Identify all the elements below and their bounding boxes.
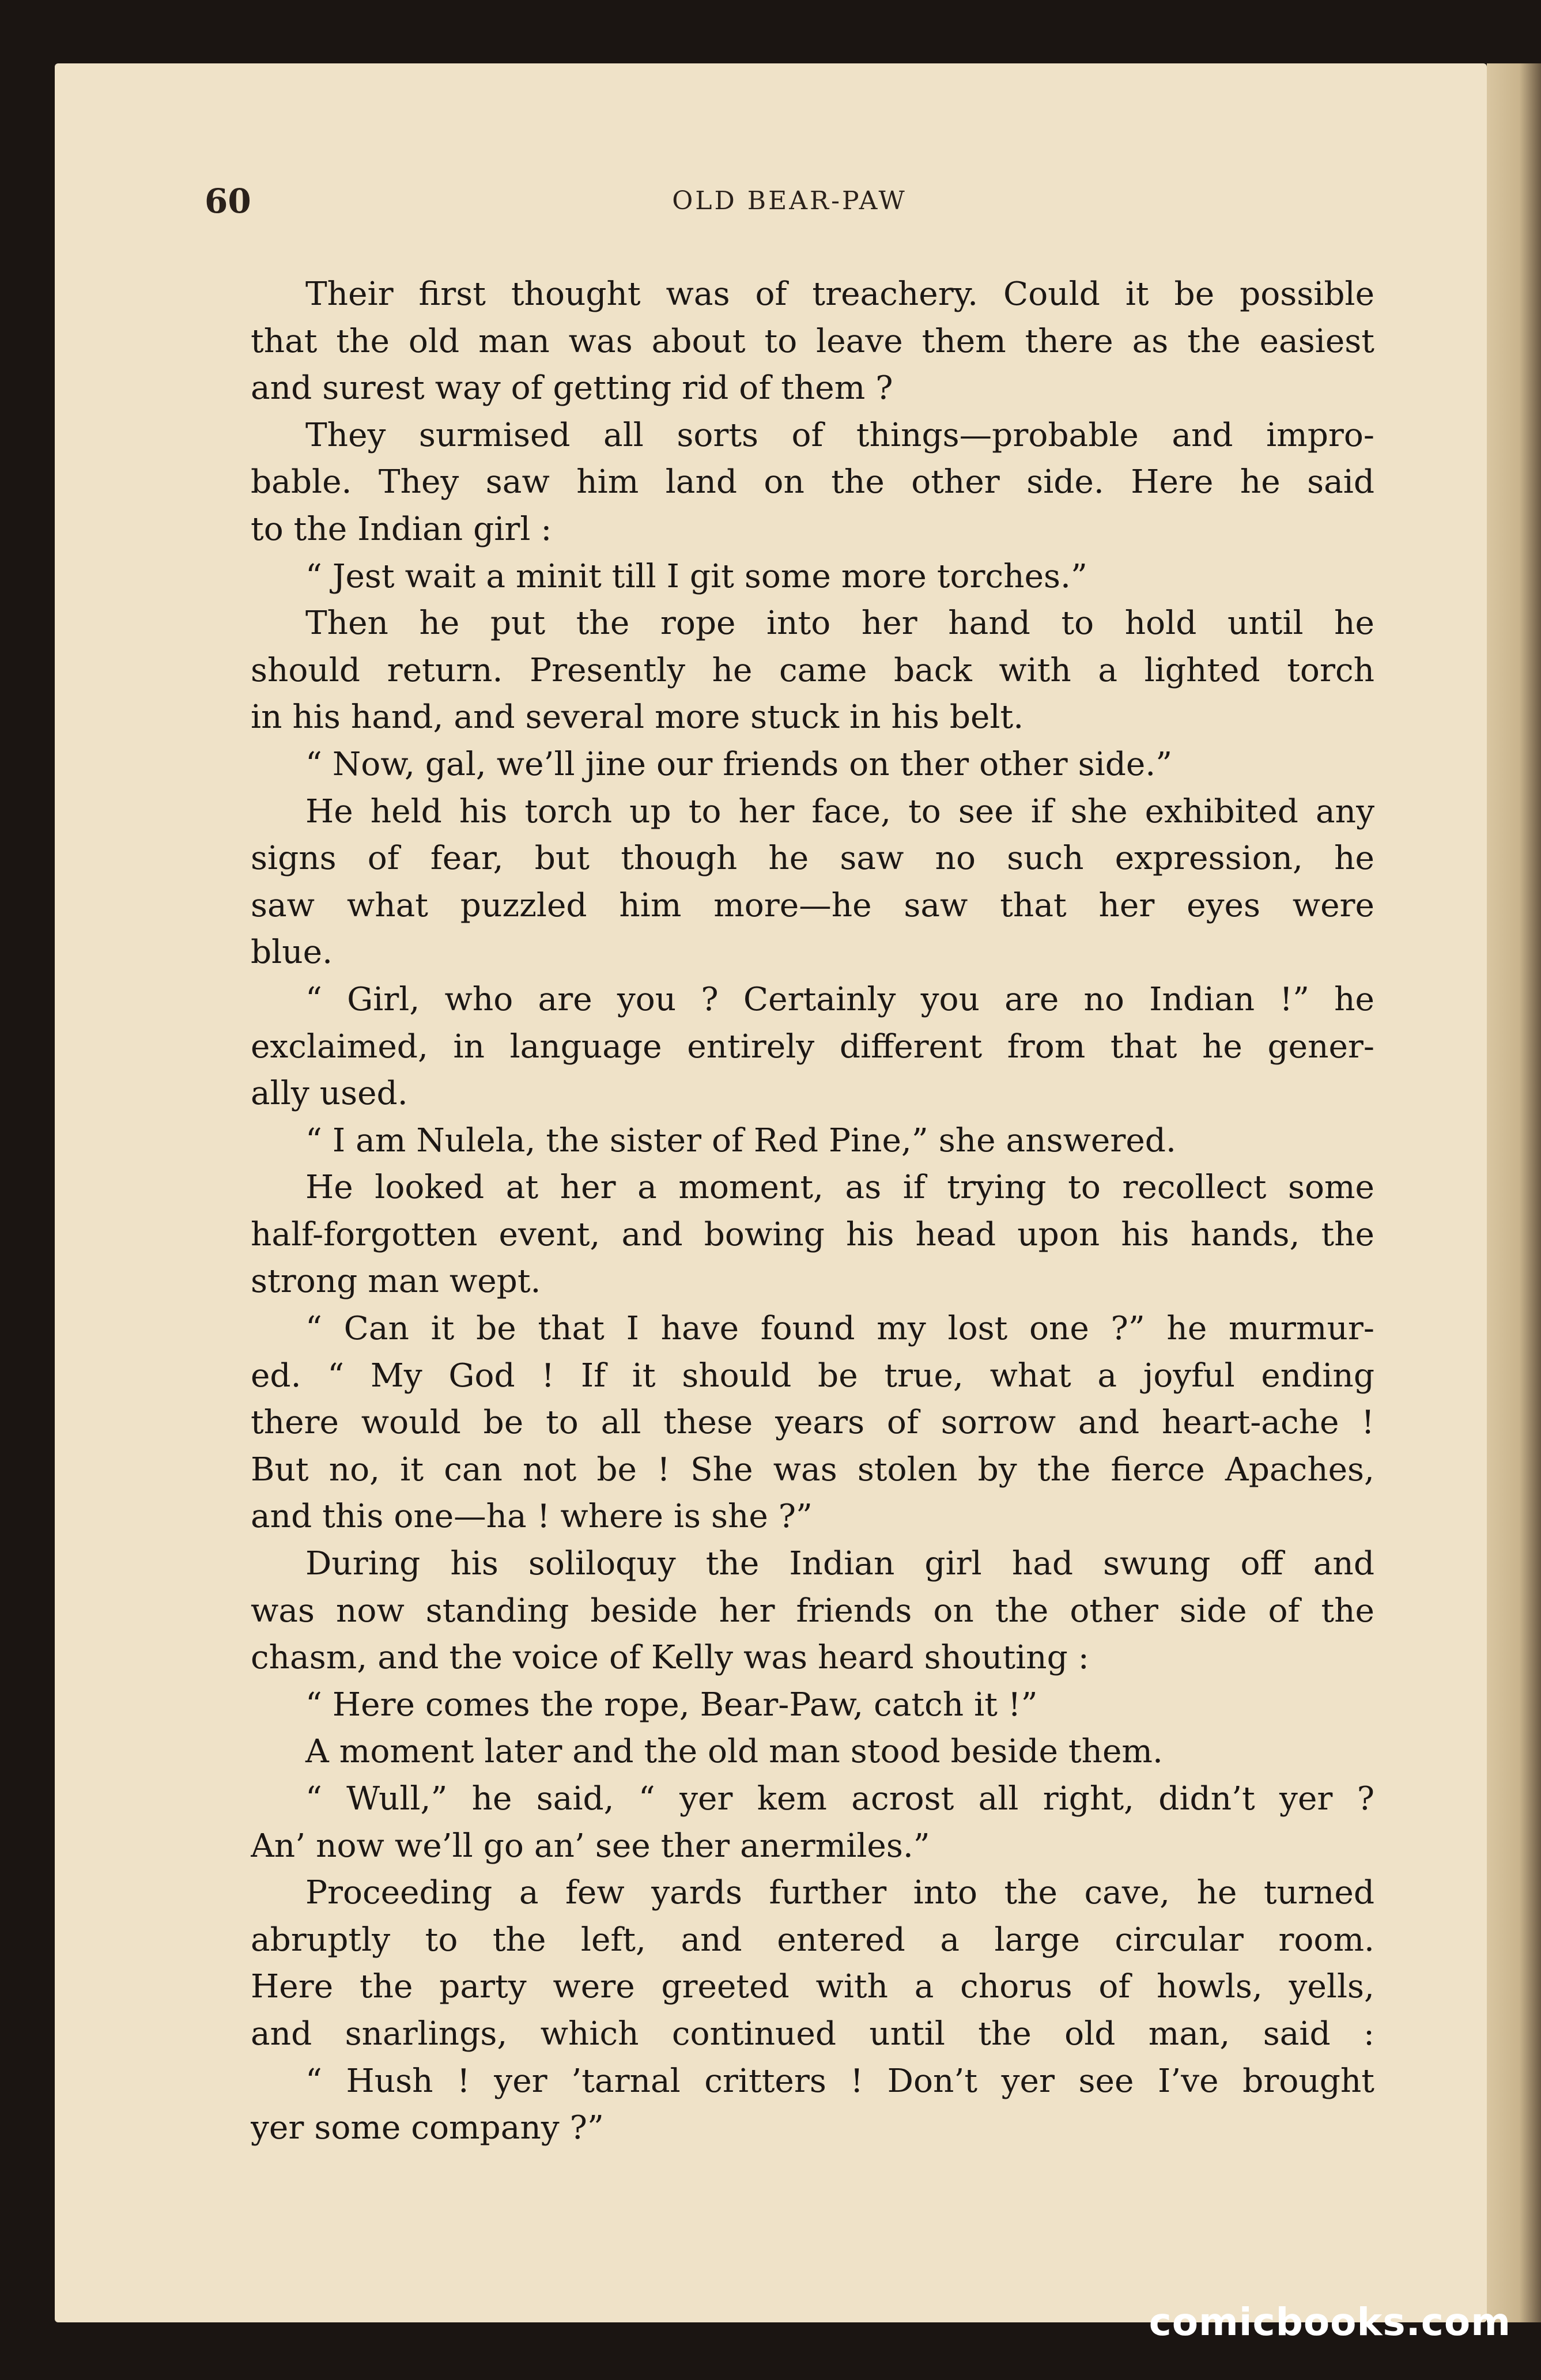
text-line: was now standing beside her friends on the other side of the xyxy=(251,1592,1374,1630)
text-line: signs of fear, but though he saw no such expression, he xyxy=(251,840,1374,878)
text-line: But no, it can not be ! She was stolen by the fierce Apaches, xyxy=(251,1450,1374,1489)
text-line: abruptly to the left, and entered a large circular room. xyxy=(251,1921,1374,1959)
text-line: A moment later and the old man stood beside them. xyxy=(305,1733,1163,1771)
text-line: Their first thought was of treachery. Could it be possible xyxy=(305,275,1374,313)
book-spine-edge xyxy=(1487,63,1541,2322)
text-line: should return. Presently he came back with a lighted torch xyxy=(251,651,1374,689)
text-line: and snarlings, which continued until the old man, said : xyxy=(251,2015,1374,2053)
text-line: exclaimed, in language entirely different from that he gener- xyxy=(251,1027,1374,1066)
text-line: They surmised all sorts of things—probable and impro- xyxy=(305,416,1374,454)
text-line: ed. “ My God ! If it should be true, what a joyful ending xyxy=(251,1357,1374,1395)
text-line: and this one—ha ! where is she ?” xyxy=(251,1498,813,1536)
text-line: Here the party were greeted with a chorus of howls, yells, xyxy=(251,1968,1374,2006)
text-line: He held his torch up to her face, to see if she exhibited any xyxy=(305,792,1374,830)
text-line: “ Girl, who are you ? Certainly you are no Indian !” he xyxy=(305,980,1374,1018)
text-line: saw what puzzled him more—he saw that her eyes were xyxy=(251,886,1374,924)
text-line: He looked at her a moment, as if trying to recollect some xyxy=(305,1169,1374,1207)
text-line: that the old man was about to leave them there as the easiest xyxy=(251,322,1374,360)
text-line: Then he put the rope into her hand to hold until he xyxy=(305,605,1374,643)
text-line: “ Hush ! yer ’tarnal critters ! Don’t yer see I’ve brought xyxy=(305,2062,1374,2100)
text-line: “ I am Nulela, the sister of Red Pine,” she answered. xyxy=(305,1121,1176,1159)
text-line: there would be to all these years of sorrow and heart-ache ! xyxy=(251,1404,1374,1442)
text-line: During his soliloquy the Indian girl had swung off and xyxy=(305,1545,1374,1583)
text-line: bable. They saw him land on the other side. Here he said xyxy=(251,463,1374,501)
text-line: An’ now we’ll go an’ see ther anermiles.” xyxy=(251,1827,930,1865)
text-line: “ Here comes the rope, Bear-Paw, catch it !” xyxy=(305,1686,1038,1724)
text-line: chasm, and the voice of Kelly was heard shouting : xyxy=(251,1639,1089,1677)
text-line: “ Can it be that I have found my lost one ?” he murmur- xyxy=(305,1310,1374,1348)
running-title: OLD BEAR-PAW xyxy=(672,186,907,216)
text-line: “ Wull,” he said, “ yer kem acrost all right, didn’t yer ? xyxy=(305,1780,1374,1818)
text-line: strong man wept. xyxy=(251,1263,541,1301)
text-line: Proceeding a few yards further into the cave, he turned xyxy=(305,1874,1374,1912)
text-line: “ Now, gal, we’ll jine our friends on ther other side.” xyxy=(305,745,1173,783)
text-line: “ Jest wait a minit till I git some more torches.” xyxy=(305,557,1087,595)
text-line: and surest way of getting rid of them ? xyxy=(251,369,893,407)
text-line: in his hand, and several more stuck in his belt. xyxy=(251,698,1024,736)
page-number: 60 xyxy=(205,182,251,221)
text-line: blue. xyxy=(251,934,333,972)
page-header xyxy=(205,182,1374,222)
text-line: to the Indian girl : xyxy=(251,510,552,548)
text-line: yer some company ?” xyxy=(251,2109,604,2147)
body-text xyxy=(251,271,1374,2152)
watermark: comicbooks.com xyxy=(1149,2300,1511,2344)
text-line: ally used. xyxy=(251,1075,408,1113)
text-line: half-forgotten event, and bowing his head upon his hands, the xyxy=(251,1215,1374,1253)
